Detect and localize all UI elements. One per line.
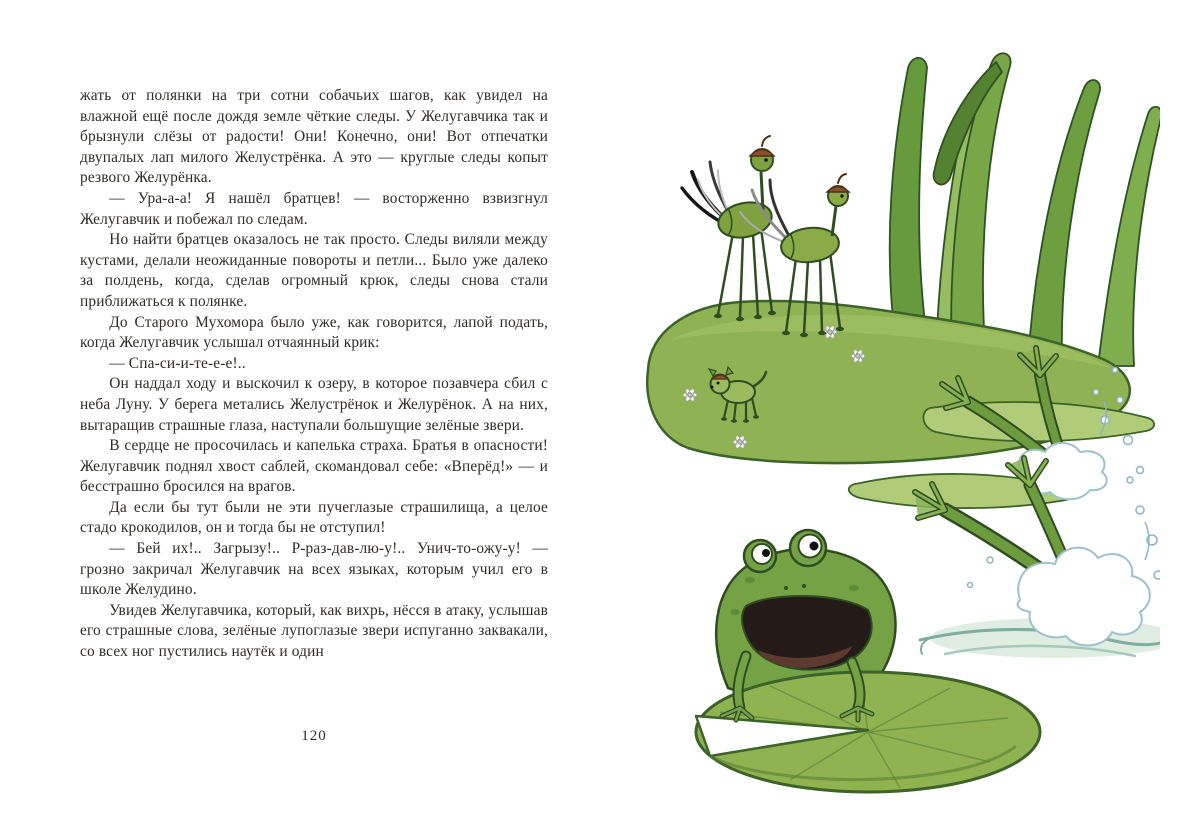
paragraph: До Старого Мухомора было уже, как говорится, лапой подать, когда Желугавчик услышал отчаянный крик: <box>80 313 548 352</box>
paragraph: Увидев Желугавчика, который, как вихрь, нёсся в атаку, услышав его страшные слова, зелёные лупоглазые звери испуганно заквакали, со всех ног пустились наутёк и один <box>80 601 548 661</box>
paragraph: Да если бы тут были не эти пучеглазые страшилища, а целое стадо крокодилов, он и тогда бы не отступил! <box>80 498 548 537</box>
left-page-text <box>80 86 548 663</box>
paragraph: — Спа-си-и-те-е-е!.. <box>109 354 246 372</box>
lily-pad <box>696 672 1040 792</box>
paragraph: Но найти братцев оказалось не так просто. Следы виляли между кустами, делали неожиданные повороты и петли... Было уже далеко за полдень, когда, сделав огромный крюк, следы снова стали приближаться к полянке. <box>80 231 548 310</box>
acorn-creature-left <box>682 136 776 321</box>
paragraph: В сердце не просочилась и капелька страха. Братья в опасности! Желугавчик поднял хвост саблей, скомандовал себе: «Вперёд!» — и бесстрашно бросился на врагов. <box>80 437 548 496</box>
pond-illustration <box>600 40 1160 800</box>
paragraph: Он наддал ходу и выскочил к озеру, в которое позавчера сбил с неба Луну. У берега метались Желустрёнок и Желурёнок. А на них, вытаращив страшные глаза, наступали большущие зелёные звери. <box>80 375 548 434</box>
acorn-cap <box>750 150 774 157</box>
paragraph: жать от полянки на три сотни собачьих шагов, как увидел на влажной ещё после дождя земле чёткие следы. У Желугавчика так и брызнули слёзы от радости! Они! Конечно, они! Вот отпечатки двупалых лап милого Желустрёнка. А это — круглые следы копыт резвого Желурёнка. <box>80 87 548 187</box>
paragraph: — Ура-а-а! Я нашёл братцев! — восторженно взвизгнул Желугавчик и побежал по следам. <box>80 189 548 228</box>
page-number: 120 <box>301 728 327 744</box>
paragraph: — Бей их!.. Загрызу!.. Р-раз-дав-лю-у!.. Унич-то-ожу-у! — грозно закричал Желугавчик на всех языках, которым учил его в школе Желудино. <box>80 540 548 599</box>
acorn-cap <box>827 187 849 193</box>
